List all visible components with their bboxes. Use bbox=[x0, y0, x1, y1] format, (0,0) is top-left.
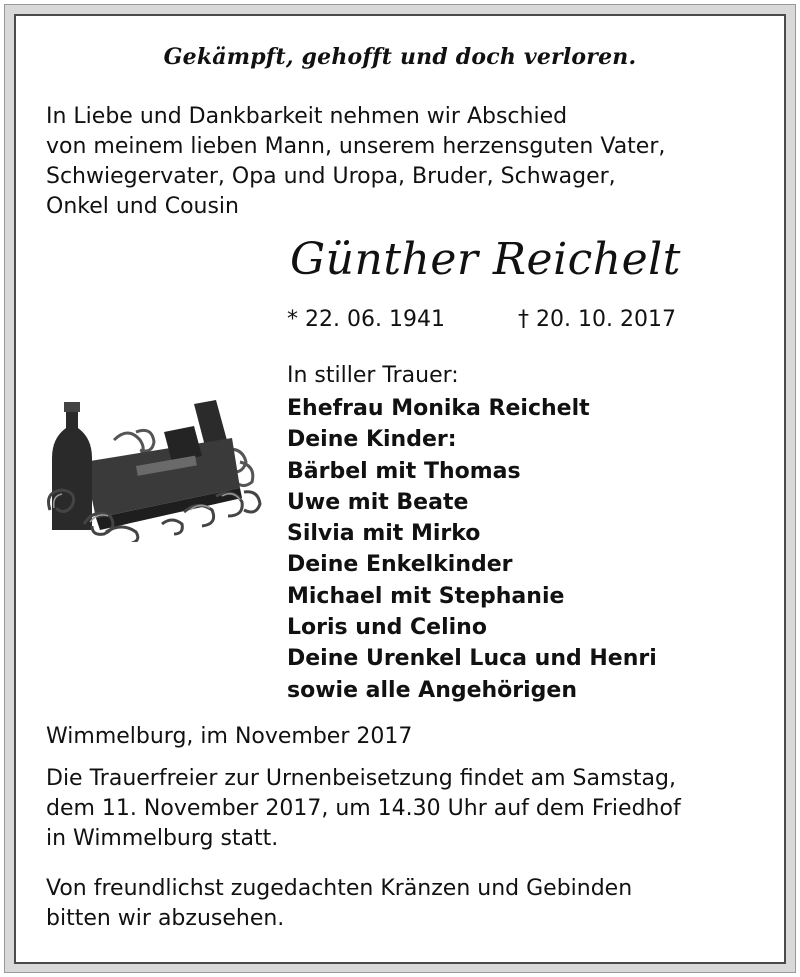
request-line: Von freundlichst zugedachten Kränzen und Gebinden bbox=[46, 876, 633, 901]
intro-paragraph bbox=[46, 102, 665, 222]
mourner-line: Deine Urenkel Luca und Henri bbox=[287, 646, 657, 672]
place-and-date: Wimmelburg, im November 2017 bbox=[46, 724, 413, 749]
ceremony-notice bbox=[46, 764, 681, 854]
mourner-line: Deine Kinder: bbox=[287, 427, 457, 453]
flowers-request bbox=[46, 874, 632, 934]
mourning-intro: In stiller Trauer: bbox=[287, 363, 459, 388]
ceremony-line: in Wimmelburg statt. bbox=[46, 826, 279, 851]
mourner-line: sowie alle Angehörigen bbox=[287, 677, 578, 703]
mourner-line: Michael mit Stephanie bbox=[287, 583, 565, 609]
mourner-line: Bärbel mit Thomas bbox=[287, 458, 521, 484]
birth-date: * 22. 06. 1941 bbox=[287, 307, 445, 332]
mourner-line: Uwe mit Beate bbox=[287, 489, 469, 515]
motto-heading: Gekämpft, gehofft und doch verloren. bbox=[163, 44, 637, 70]
death-date: † 20. 10. 2017 bbox=[518, 307, 676, 332]
intro-line: Onkel und Cousin bbox=[46, 194, 239, 219]
intro-line: Schwiegervater, Opa und Uropa, Bruder, Schwager, bbox=[46, 164, 616, 189]
intro-line: von meinem lieben Mann, unserem herzensguten Vater, bbox=[46, 134, 666, 159]
mourner-line: Deine Enkelkinder bbox=[287, 552, 513, 578]
request-line: bitten wir abzusehen. bbox=[46, 906, 285, 931]
ceremony-line: dem 11. November 2017, um 14.30 Uhr auf dem Friedhof bbox=[46, 796, 681, 821]
mourner-line: Ehefrau Monika Reichelt bbox=[287, 396, 590, 421]
mourners-list bbox=[287, 393, 657, 706]
deceased-name: Günther Reichelt bbox=[290, 234, 681, 285]
ceremony-line: Die Trauerfreier zur Urnenbeisetzung findet am Samstag, bbox=[46, 766, 676, 791]
carpentry-plane-icon bbox=[44, 392, 274, 542]
mourner-line: Loris und Celino bbox=[287, 615, 487, 641]
mourner-line: Silvia mit Mirko bbox=[287, 521, 481, 547]
intro-line: In Liebe und Dankbarkeit nehmen wir Abschied bbox=[46, 104, 568, 129]
